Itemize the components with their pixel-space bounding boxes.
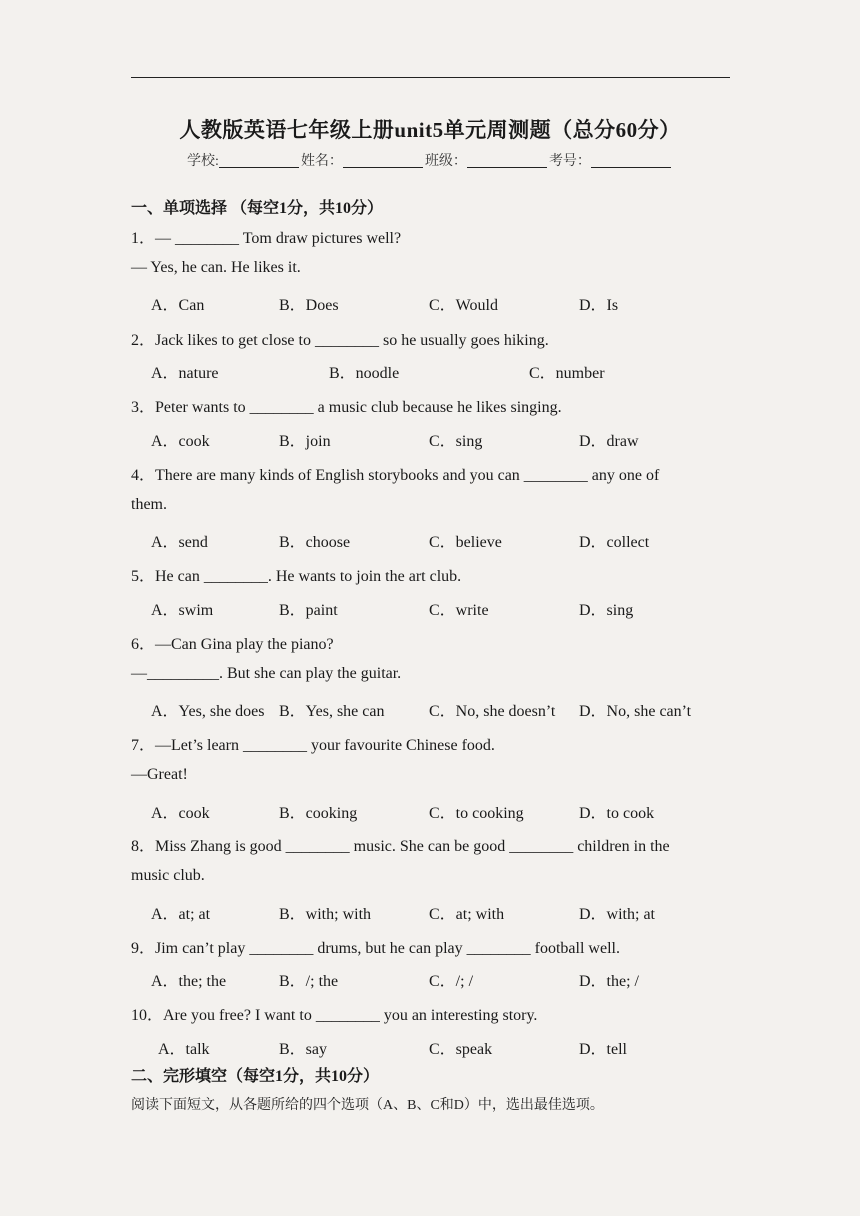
exam-no-label: 考号： [548, 154, 591, 169]
question-4-option-b[interactable]: B．choose [279, 534, 351, 551]
question-2-option-b[interactable]: B．noodle [329, 365, 400, 382]
question-5-option-b[interactable]: B．paint [279, 602, 338, 619]
question-5-option-a[interactable]: A．swim [151, 602, 214, 619]
question-6-option-c[interactable]: C．No, she doesn’t [429, 703, 556, 720]
question-1-option-b[interactable]: B．Does [279, 297, 339, 314]
question-3-option-d[interactable]: D．draw [579, 433, 639, 450]
question-6-option-d[interactable]: D．No, she can’t [579, 703, 692, 720]
question-1-line-2: — Yes, he can. He likes it. [131, 259, 301, 276]
question-6-line-1: 6．—Can Gina play the piano? [131, 636, 334, 653]
question-6-option-b[interactable]: B．Yes, she can [279, 703, 385, 720]
question-1-option-a[interactable]: A．Can [151, 297, 205, 314]
question-7-line-2: —Great! [131, 766, 188, 783]
page-title: 人教版英语七年级上册unit5单元周测题（总分60分） [179, 118, 681, 142]
name-blank[interactable] [343, 153, 423, 168]
section-2-instruction: 阅读下面短文，从各题所给的四个选项（A、B、C和D）中，选出最佳选项。 [131, 1098, 604, 1113]
section-1-heading: 一、单项选择 （每空1分，共10分） [131, 200, 384, 217]
question-5-option-c[interactable]: C．write [429, 602, 489, 619]
question-8-option-b[interactable]: B．with; with [279, 906, 372, 923]
question-2-option-a[interactable]: A．nature [151, 365, 219, 382]
school-blank[interactable] [219, 153, 299, 168]
question-10-line-1: 10．Are you free? I want to ________ you an interesting story. [131, 1007, 538, 1024]
class-blank[interactable] [467, 153, 547, 168]
question-2-option-c[interactable]: C．number [529, 365, 605, 382]
question-7-option-b[interactable]: B．cooking [279, 805, 358, 822]
header-rule [131, 77, 730, 78]
question-3-line-1: 3．Peter wants to ________ a music club because he likes singing. [131, 399, 562, 416]
question-4-option-c[interactable]: C．believe [429, 534, 502, 551]
question-9-line-1: 9．Jim can’t play ________ drums, but he can play ________ football well. [131, 940, 620, 957]
question-7-option-d[interactable]: D．to cook [579, 805, 655, 822]
question-10-option-b[interactable]: B．say [279, 1041, 328, 1058]
question-1-option-c[interactable]: C．Would [429, 297, 498, 314]
question-8-line-2: music club. [131, 867, 205, 884]
question-8-option-c[interactable]: C．at; with [429, 906, 505, 923]
question-2-line-1: 2．Jack likes to get close to ________ so he usually goes hiking. [131, 332, 549, 349]
question-1-line-1: 1．— ________ Tom draw pictures well? [131, 230, 402, 247]
question-7-option-a[interactable]: A．cook [151, 805, 210, 822]
question-8-option-d[interactable]: D．with; at [579, 906, 655, 923]
question-8-option-a[interactable]: A．at; at [151, 906, 211, 923]
question-3-option-c[interactable]: C．sing [429, 433, 483, 450]
question-7-option-c[interactable]: C．to cooking [429, 805, 524, 822]
question-4-line-1: 4．There are many kinds of English storybooks and you can ________ any one of [131, 467, 660, 484]
question-3-option-b[interactable]: B．join [279, 433, 331, 450]
question-9-option-a[interactable]: A．the; the [151, 973, 227, 990]
question-3-option-a[interactable]: A．cook [151, 433, 210, 450]
question-5-line-1: 5．He can ________. He wants to join the art club. [131, 568, 462, 585]
question-6-option-a[interactable]: A．Yes, she does [151, 703, 265, 720]
question-4-option-d[interactable]: D．collect [579, 534, 650, 551]
school-label: 学校: [187, 154, 219, 169]
name-label: 姓名： [300, 154, 343, 169]
question-6-line-2: —_________. But she can play the guitar. [131, 665, 402, 682]
question-4-option-a[interactable]: A．send [151, 534, 208, 551]
question-8-line-1: 8．Miss Zhang is good ________ music. She can be good ________ children in the [131, 838, 670, 855]
question-4-line-2: them. [131, 496, 167, 513]
student-info-line [0, 150, 860, 170]
exam-no-blank[interactable] [591, 153, 671, 168]
question-9-option-d[interactable]: D．the; / [579, 973, 639, 990]
section-2-heading: 二、完形填空（每空1分，共10分） [131, 1068, 380, 1085]
question-1-option-d[interactable]: D．Is [579, 297, 619, 314]
question-7-line-1: 7．—Let’s learn ________ your favourite Chinese food. [131, 737, 495, 754]
question-10-option-c[interactable]: C．speak [429, 1041, 493, 1058]
question-9-option-b[interactable]: B．/; the [279, 973, 339, 990]
question-10-option-d[interactable]: D．tell [579, 1041, 627, 1058]
question-9-option-c[interactable]: C．/; / [429, 973, 474, 990]
question-10-option-a[interactable]: A．talk [158, 1041, 210, 1058]
class-label: 班级： [424, 154, 467, 169]
question-5-option-d[interactable]: D．sing [579, 602, 634, 619]
